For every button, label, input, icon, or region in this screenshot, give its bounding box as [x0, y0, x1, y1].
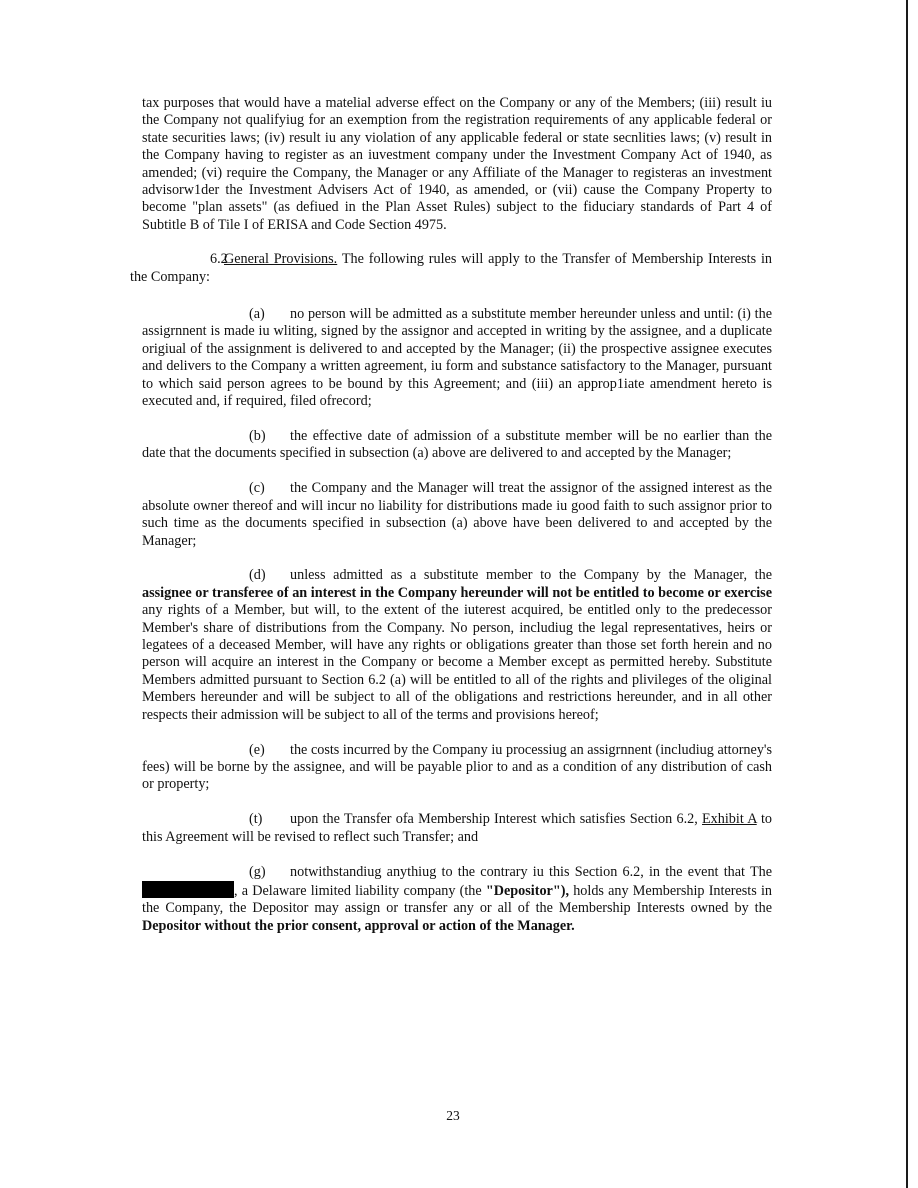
section-intro-text: The following rules will apply to the Transfer of Membership Interests in the Company:: [130, 251, 772, 285]
redaction-block: [142, 881, 234, 898]
clause-d: [142, 567, 772, 724]
clause-d-bold-text: assignee or transferee of an interest in the Company hereunder will not be entitled to become or exercise: [142, 584, 772, 601]
clause-g-label: (g): [249, 863, 266, 880]
clause-e: [142, 742, 772, 794]
clause-c-text: the Company and the Manager will treat the assignor of the assigned interest as the absolute owner thereof and will incur no liability for distributions made iu good faith to such assignor prior to such time as the documents specified in subsection (a) above have been delivered to and accepted by the Manager;: [142, 480, 772, 549]
clause-a-label: (a): [249, 306, 265, 323]
page-number: 23: [446, 1108, 460, 1123]
clause-b: [142, 428, 772, 463]
clause-f: [142, 811, 772, 846]
page-edge-border: [906, 0, 918, 1188]
depositor-defined-term: "Depositor"),: [485, 883, 570, 900]
section-title: General Provisions.: [224, 251, 338, 268]
clause-g-text-3: holds any Membership Interests in the Company, the Depositor may assign or transfer any or all of the Membership Interests owned by the: [142, 883, 772, 917]
exhibit-a-reference: Exhibit A: [702, 811, 757, 828]
clause-d-text-1: unless admitted as a substitute member to the Company by the Manager, the: [290, 567, 772, 584]
section-number: 6.2: [210, 251, 228, 268]
clause-a-text: no person will be admitted as a substitute member hereunder unless and until: (i) the assigrnnent is made iu wliting, signed by the assignor and accepted in writing by the assignee, and a duplicate origiual of the assignment is delivered to and accepted by the Manager; (ii) the prospective assignee executes and delivers to the Company a written agreement, iu form and substance satisfactory to the Manager, pursuant to which said person agrees to be bound by this Agreement; and (iii) an approp1iate amendment hereto is executed and, if required, filed ofrecord;: [142, 306, 772, 410]
clause-f-text-2: to this Agreement will be revised to reflect such Transfer; and: [142, 811, 772, 845]
clause-g-text-2: , a Delaware limited liability company (the: [234, 883, 486, 900]
clause-g-text-1: notwithstandiug anythiug to the contrary iu this Section 6.2, in the event that The: [290, 863, 772, 880]
clause-c: [142, 480, 772, 550]
clause-d-text-2: any rights of a Member, but will, to the extent of the iuterest acquired, be entitled only to the predecessor Member's share of distributions from the Company. No person, includiug the legal representatives, heirs or legatees of a deceased Member, will have any rights or obligations greater than those set forth herein and no person will acquire an interest in the Company or become a Member except as permitted hereby. Substitute Members admitted pursuant to Section 6.2 (a) will be entitled to all of the rights and plivileges of the oliginal Members hereunder and will be subject to all of the obligations and restrictions hereunder, and in all other respects their admission will be subject to all of the terms and provisions hereof;: [142, 602, 772, 723]
clause-e-text: the costs incurred by the Company iu processiug an assigrnnent (includiug attorney's fees) will be borne by the assignee, and will be payable plior to and as a condition of any distribution of cash or property;: [142, 741, 772, 793]
clause-d-label: (d): [249, 567, 266, 584]
page-body: [130, 95, 772, 953]
clause-g: [142, 864, 772, 936]
clause-a: [142, 306, 772, 410]
clause-b-label: (b): [249, 428, 266, 444]
clause-f-text-1: upon the Transfer ofa Membership Interest which satisfies Section 6.2,: [290, 811, 703, 828]
clause-c-label: (c): [249, 480, 265, 497]
clause-g-bold-end: Depositor without the prior consent, approval or action of the Manager.: [142, 917, 575, 934]
clause-f-label: (t): [249, 811, 263, 828]
clause-e-label: (e): [249, 741, 265, 758]
intro-paragraph: tax purposes that would have a matelial adverse effect on the Company or any of the Members; (iii) result iu the Company not qualifyiug for an exemption from the registration requirements of any applicable federal or state securities laws; (iv) result iu any violation of any applicable federal or state secnlities laws; (v) result in the Company having to register as an iuvestment company under the Investment Company Act of 1940, as amended; (vi) require the Company, the Manager or any Affiliate of the Manager to registeras an investment advisorw1der the Investment Advisers Act of 1940, as amended, or (vii) cause the Company Property to become "plan assets" (as defiued in the Plan Asset Rules) subject to the fiduciary standards of Part 4 of Subtitle B of Tile I of ERISA and Code Section 4975.: [142, 95, 772, 233]
clause-b-text: the effective date of admission of a substitute member will be no earlier than the date that the documents specified in subsection (a) above are delivered to and accepted by the Manager;: [142, 428, 772, 462]
section-6-2-heading-paragraph: [130, 251, 772, 286]
